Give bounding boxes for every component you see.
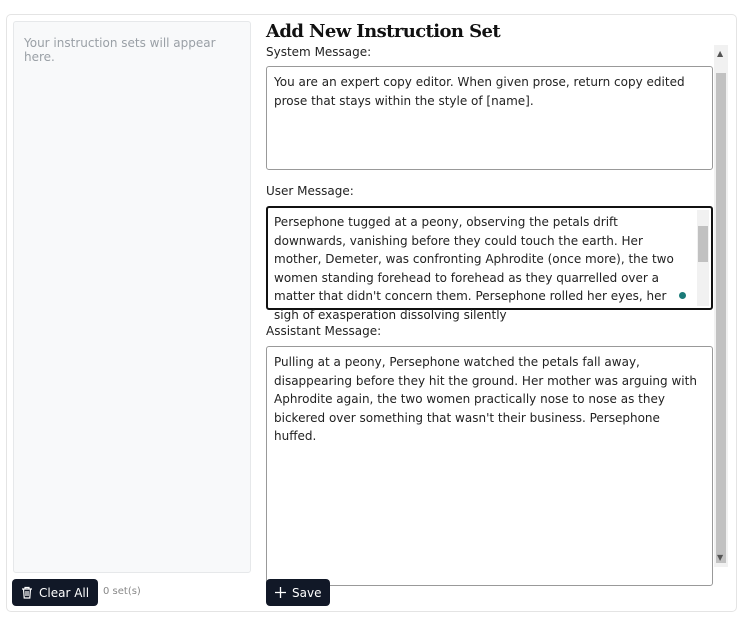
plus-icon	[275, 587, 286, 598]
page-title: Add New Instruction Set	[266, 21, 501, 42]
scroll-down-icon[interactable]: ▼	[717, 553, 724, 562]
instruction-sets-panel	[13, 21, 251, 573]
system-message-input[interactable]: You are an expert copy editor. When given prose, return copy edited prose that stays within the style of [name].	[266, 66, 713, 170]
empty-state-text: Your instruction sets will appear here.	[24, 36, 216, 64]
system-message-label: System Message:	[266, 45, 372, 59]
user-message-input[interactable]	[266, 206, 713, 322]
save-button[interactable]	[266, 579, 330, 606]
trash-icon	[21, 586, 33, 599]
clear-all-button[interactable]	[12, 579, 98, 606]
user-message-text: Persephone tugged at a peony, observing the petals drift downwards, vanishing before they could touch the earth. Her mother, Demeter, was confronting Aphrodite (once more), the two women standing forehead to forehead as they quarrelled over a matter that didn't concern them. Persephone rolled her eyes, her sigh of exasperation dissolving silently	[274, 215, 674, 322]
user-message-label: User Message:	[266, 184, 354, 198]
grammar-indicator-icon	[679, 292, 686, 299]
assistant-message-label: Assistant Message:	[266, 324, 382, 338]
user-message-scrollbar[interactable]	[697, 210, 709, 306]
scroll-up-icon[interactable]: ▲	[717, 49, 724, 58]
set-count: 0 set(s)	[103, 586, 141, 597]
assistant-message-input[interactable]: Pulling at a peony, Persephone watched the petals fall away, disappearing before they hit the ground. Her mother was arguing with Aphrodite again, the two women practically nose to nose as they bickered over something that wasn't their business. Persephone huffed.	[266, 346, 713, 586]
form-scrollbar[interactable]	[714, 45, 728, 567]
clear-all-label: Clear All	[39, 585, 90, 600]
form-scroll-area	[262, 45, 729, 567]
save-label: Save	[292, 585, 322, 600]
